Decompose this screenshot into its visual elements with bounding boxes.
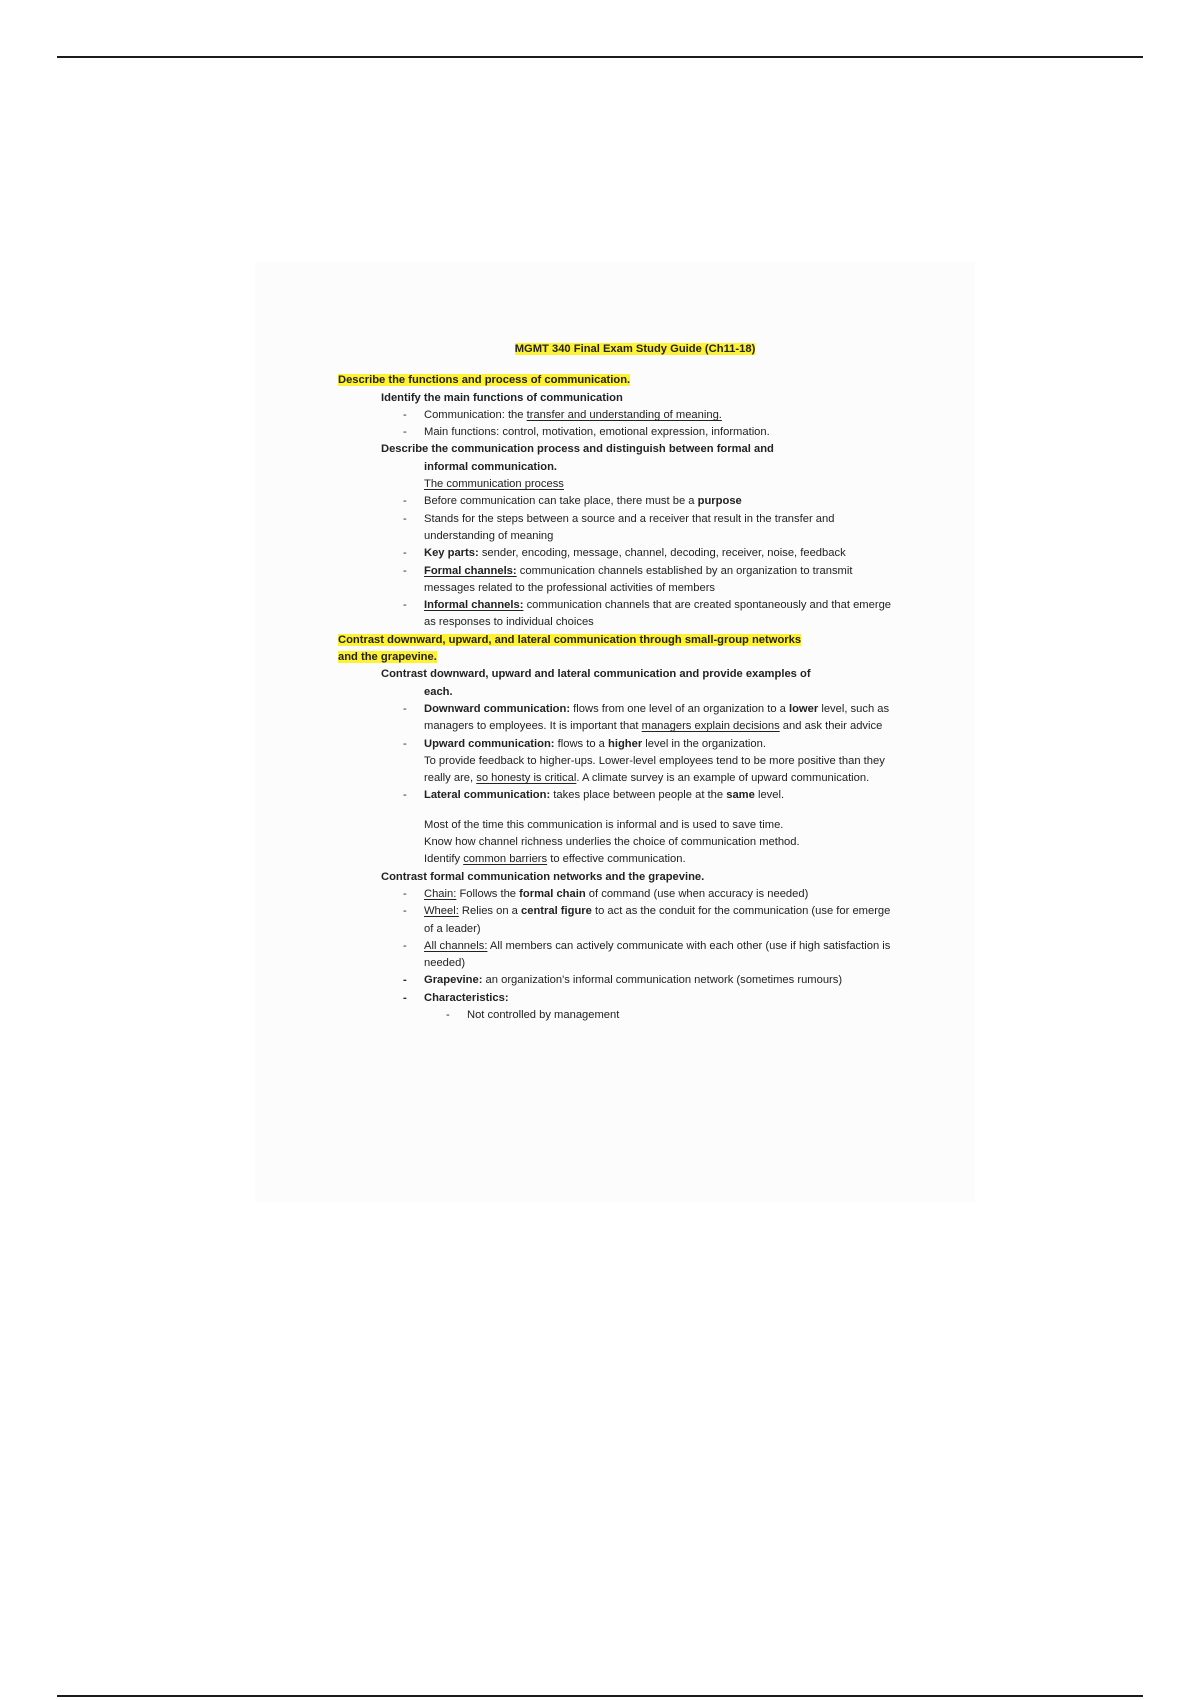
study-guide-content <box>338 341 898 1024</box>
paragraph: Identify common barriers to effective communication. <box>424 853 686 866</box>
paragraph: Most of the time this communication is informal and is used to save time. <box>424 818 784 831</box>
networks-list <box>338 886 898 1024</box>
process-list <box>338 493 898 631</box>
list-item: - Wheel: Relies on a central figure to act as the conduit for the communication (use for emerge of a leader) <box>338 903 898 938</box>
spacer <box>338 805 898 817</box>
list-item: - Communication: the transfer and understanding of meaning. <box>338 407 898 424</box>
subheading-main-functions: Identify the main functions of communication <box>381 391 623 404</box>
list-item: - Stands for the steps between a source and a receiver that result in the transfer and understanding of meaning <box>338 511 898 546</box>
list-item: - Formal channels: communication channels established by an organization to transmit messages related to the professional activities of members <box>338 563 898 598</box>
list-item: - Informal channels: communication channels that are created spontaneously and that emerge as responses to individual choices <box>338 597 898 632</box>
list-item: - Not controlled by management <box>338 1007 898 1024</box>
list-item: - Downward communication: flows from one level of an organization to a lower level, such as managers to employees. It is important that managers explain decisions and ask their advice <box>338 701 898 736</box>
subheading-communication-process: Describe the communication process and distinguish between formal and informal communication. <box>381 443 774 473</box>
subheading-contrast-directions: Contrast downward, upward and lateral communication and provide examples of each. <box>381 668 811 698</box>
list-item: - Grapevine: an organization's informal communication network (sometimes rumours) <box>338 972 898 989</box>
top-rule <box>57 56 1143 58</box>
page-title <box>338 341 898 358</box>
subheading-networks: Contrast formal communication networks and the grapevine. <box>381 870 705 883</box>
list-item: - Lateral communication: takes place between people at the same level. <box>338 787 898 804</box>
list-item: - All channels: All members can actively communicate with each other (use if high satisfaction is needed) <box>338 938 898 973</box>
bottom-rule <box>57 1695 1143 1697</box>
list-item: - Characteristics: <box>338 990 898 1007</box>
paragraph: Know how channel richness underlies the choice of communication method. <box>424 836 800 849</box>
title-highlight: MGMT 340 Final Exam Study Guide (Ch11-18) <box>514 343 756 355</box>
list-item: - Before communication can take place, there must be a purpose <box>338 493 898 510</box>
list-item: - Upward communication: flows to a higher level in the organization. To provide feedback to higher-ups. Lower-level employees tend to be more positive than they really are, so honesty is critical. A climate survey is an example of upward communication. <box>338 736 898 788</box>
section-heading-directions: Contrast downward, upward, and lateral communication through small-group networks and the grapevine. <box>338 633 802 664</box>
section-heading-communication: Describe the functions and process of communication. <box>338 374 631 387</box>
functions-list <box>338 407 898 442</box>
directions-list <box>338 701 898 805</box>
process-label: The communication process <box>424 478 564 491</box>
list-item: - Chain: Follows the formal chain of command (use when accuracy is needed) <box>338 886 898 903</box>
list-item: - Key parts: sender, encoding, message, channel, decoding, receiver, noise, feedback <box>338 545 898 562</box>
list-item: - Main functions: control, motivation, emotional expression, information. <box>338 424 898 441</box>
